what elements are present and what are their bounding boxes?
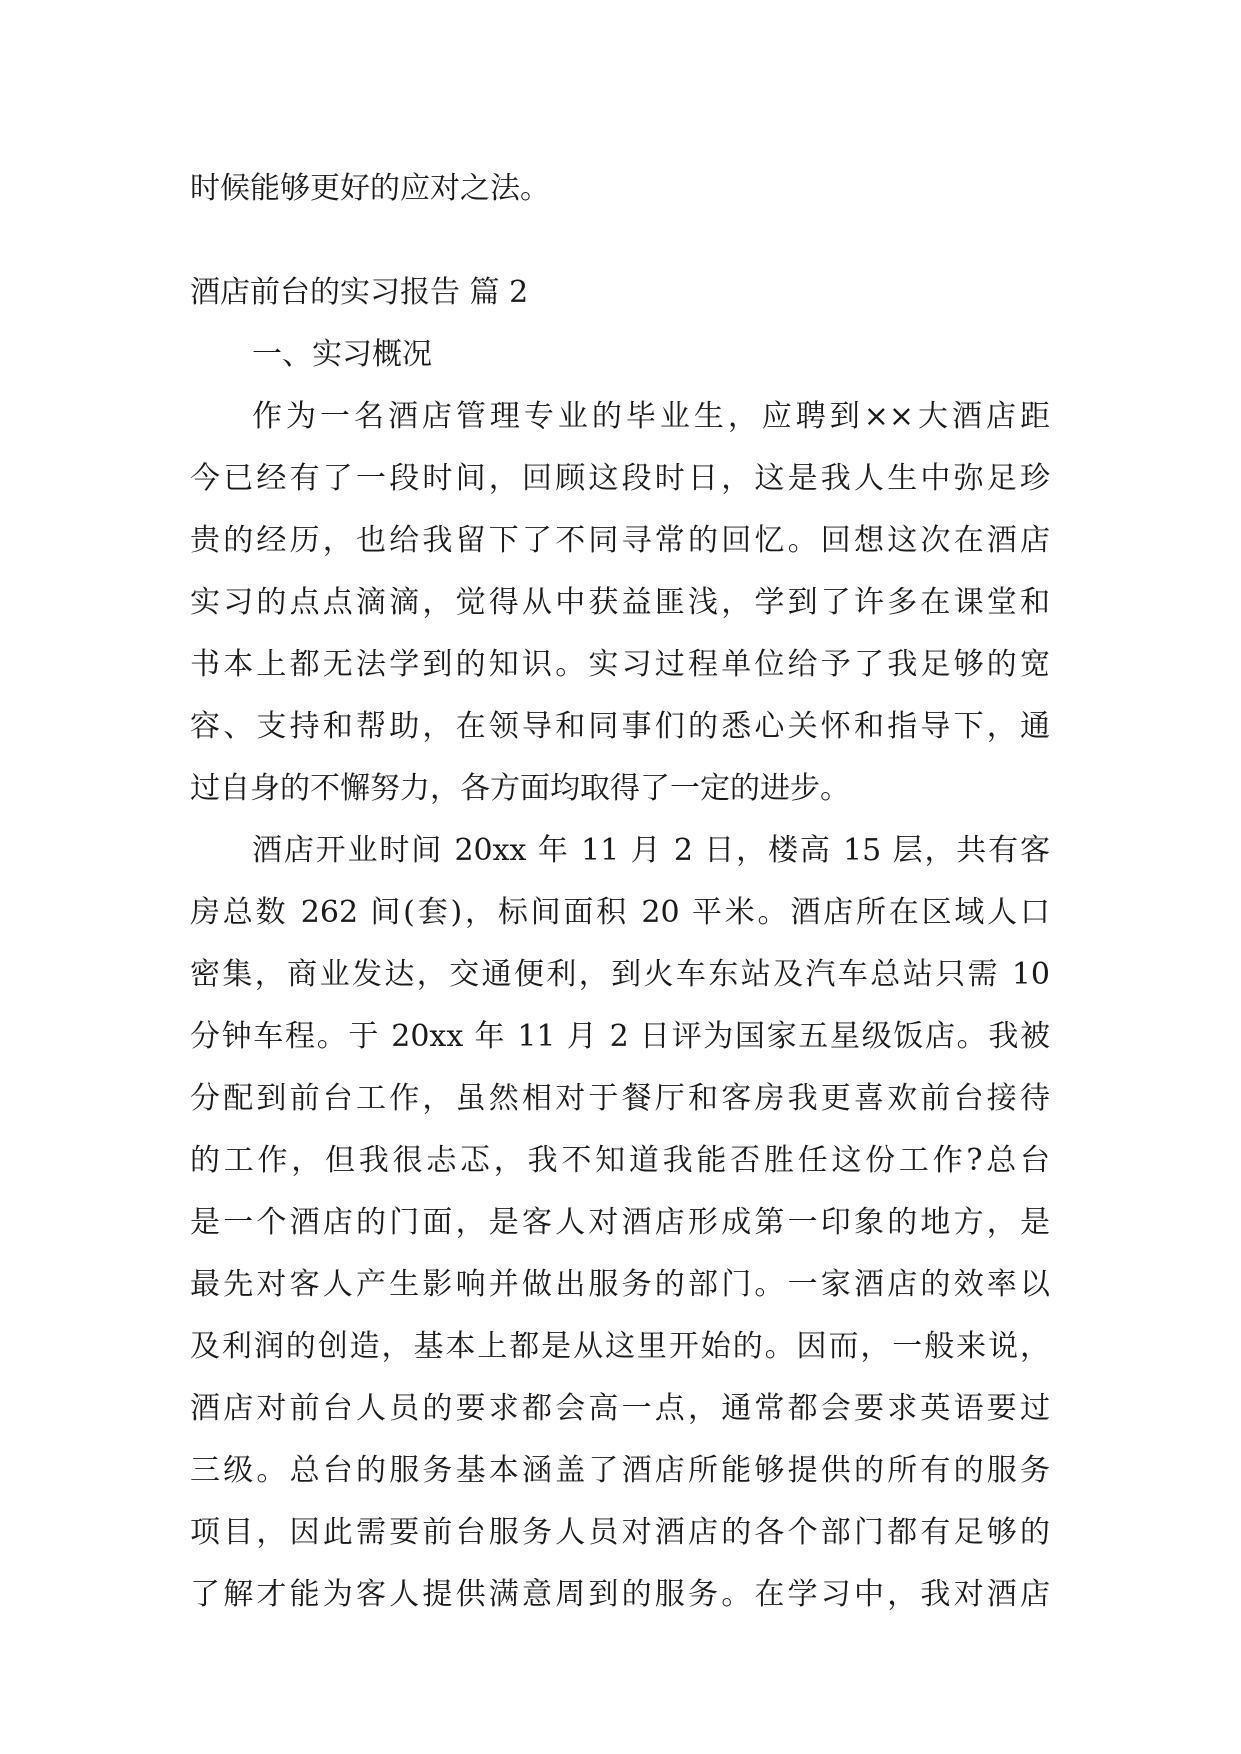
paragraph-line: 三级。总台的服务基本涵盖了酒店所能够提供的所有的服务 <box>190 1453 1050 1488</box>
section-title: 酒店前台的实习报告 篇 2 <box>190 275 529 310</box>
paragraph-line: 分配到前台工作，虽然相对于餐厅和客房我更喜欢前台接待 <box>190 1081 1050 1116</box>
paragraph-line: 容、支持和帮助，在领导和同事们的悉心关怀和指导下，通 <box>190 709 1050 744</box>
paragraph-line: 密集，商业发达，交通便利，到火车东站及汽车总站只需 10 <box>190 957 1050 992</box>
paragraph-line: 作为一名酒店管理专业的毕业生，应聘到××大酒店距 <box>252 399 1050 434</box>
paragraph-line: 最先对客人产生影响并做出服务的部门。一家酒店的效率以 <box>190 1267 1050 1302</box>
paragraph-line: 书本上都无法学到的知识。实习过程单位给予了我足够的宽 <box>190 647 1050 682</box>
paragraph-line: 及利润的创造，基本上都是从这里开始的。因而，一般来说， <box>190 1329 1050 1364</box>
paragraph-line: 实习的点点滴滴，觉得从中获益匪浅，学到了许多在课堂和 <box>190 585 1050 620</box>
paragraph-line: 酒店对前台人员的要求都会高一点，通常都会要求英语要过 <box>190 1391 1050 1426</box>
paragraph-line: 今已经有了一段时间，回顾这段时日，这是我人生中弥足珍 <box>190 461 1050 496</box>
paragraph-hotel-info <box>190 820 1050 1626</box>
paragraph-line: 分钟车程。于 20xx 年 11 月 2 日评为国家五星级饭店。我被 <box>190 1019 1050 1054</box>
paragraph-line: 房总数 262 间(套)，标间面积 20 平米。酒店所在区域人口 <box>190 895 1050 930</box>
document-body <box>190 158 1050 1626</box>
paragraph-line: 了解才能为客人提供满意周到的服务。在学习中，我对酒店 <box>190 1577 1050 1612</box>
paragraph-line: 酒店开业时间 20xx 年 11 月 2 日，楼高 15 层，共有客 <box>252 833 1050 868</box>
lead-line: 时候能够更好的应对之法。 <box>190 171 550 206</box>
paragraph-line: 过自身的不懈努力，各方面均取得了一定的进步。 <box>190 771 850 806</box>
subheading: 一、实习概况 <box>252 337 432 372</box>
paragraph-internship-overview <box>190 386 1050 820</box>
paragraph-line: 是一个酒店的门面，是客人对酒店形成第一印象的地方，是 <box>190 1205 1050 1240</box>
paragraph-line: 贵的经历，也给我留下了不同寻常的回忆。回想这次在酒店 <box>190 523 1050 558</box>
paragraph-line: 项目，因此需要前台服务人员对酒店的各个部门都有足够的 <box>190 1515 1050 1550</box>
paragraph-line: 的工作，但我很忐忑，我不知道我能否胜任这份工作?总台 <box>190 1143 1050 1178</box>
